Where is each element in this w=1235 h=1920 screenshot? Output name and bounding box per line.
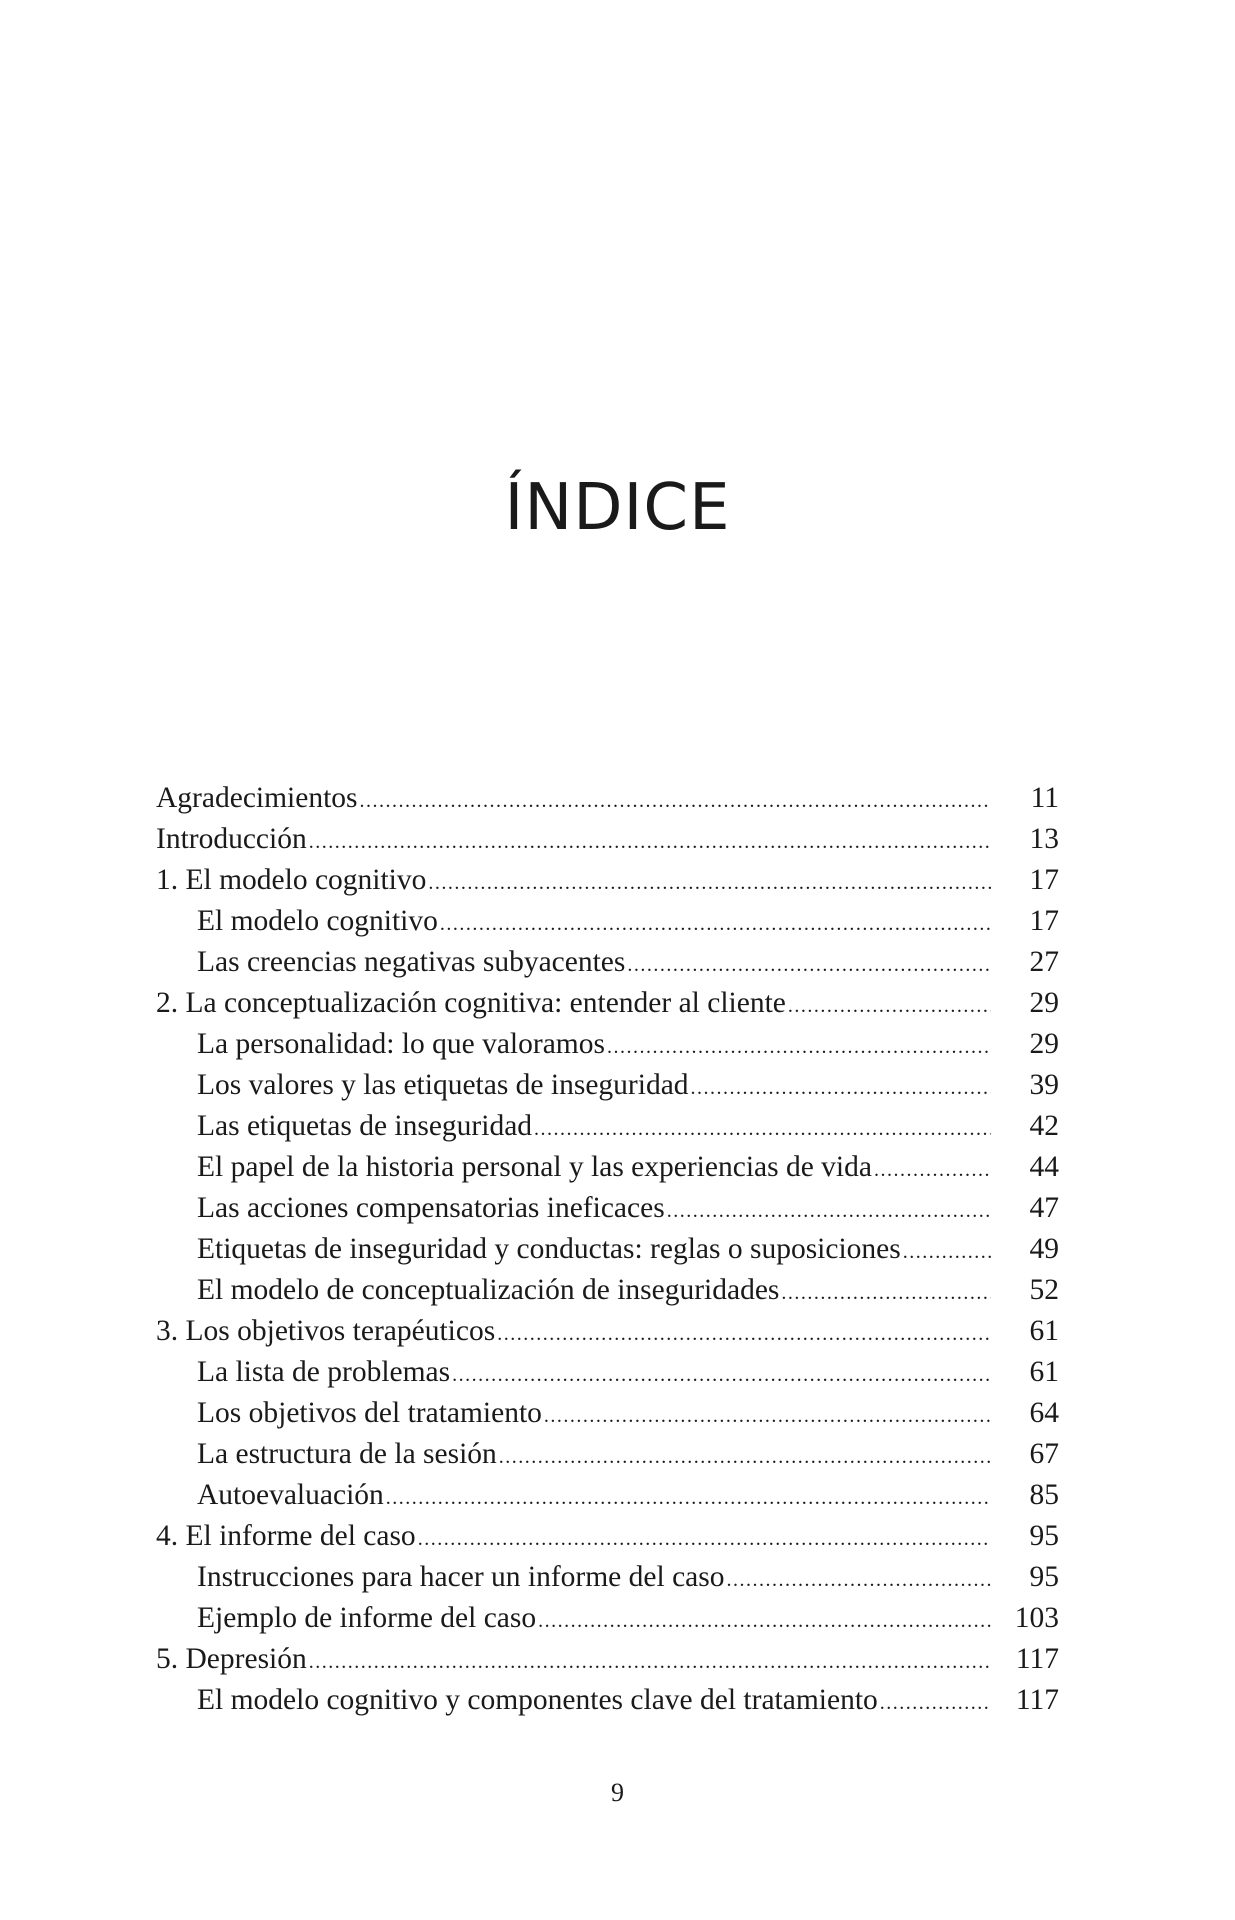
toc-entry-label: Las acciones compensatorias ineficaces [197, 1192, 665, 1224]
toc-dot-leader [428, 863, 991, 904]
toc-entry-label: Las creencias negativas subyacentes [197, 946, 626, 978]
toc-dot-leader [418, 1519, 991, 1560]
toc-entry-page: 95 [1029, 1561, 1059, 1593]
toc-entry-page: 42 [1029, 1110, 1059, 1142]
toc-dot-leader [497, 1314, 991, 1355]
toc-entry [156, 1188, 1059, 1229]
toc-dot-leader [386, 1478, 991, 1519]
toc-dot-leader [360, 781, 991, 822]
toc-dot-leader [309, 1642, 991, 1683]
toc-entry [156, 1311, 1059, 1352]
toc-entry-page: 61 [1029, 1356, 1059, 1388]
toc-entry-label: Etiquetas de inseguridad y conductas: reglas o suposiciones [197, 1233, 901, 1265]
toc-entry [156, 1680, 1059, 1721]
toc-entry-page: 11 [1030, 782, 1059, 814]
toc-entry-label: Agradecimientos [156, 782, 358, 814]
toc-entry [156, 1024, 1059, 1065]
toc-entry-page: 27 [1029, 946, 1059, 978]
toc-entry-page: 95 [1029, 1520, 1059, 1552]
toc-dot-leader [903, 1232, 991, 1273]
toc-entry-page: 29 [1029, 1028, 1059, 1060]
toc-entry [156, 1393, 1059, 1434]
toc-entry-label: Los valores y las etiquetas de inseguridad [197, 1069, 689, 1101]
toc-dot-leader [440, 904, 991, 945]
toc-entry [156, 1639, 1059, 1680]
toc-dot-leader [452, 1355, 991, 1396]
toc-entry [156, 778, 1059, 819]
toc-entry-label: Autoevaluación [197, 1479, 384, 1511]
toc-entry-page: 85 [1029, 1479, 1059, 1511]
toc-entry-label: El papel de la historia personal y las experiencias de vida [197, 1151, 872, 1183]
toc-entry [156, 1147, 1059, 1188]
table-of-contents [156, 778, 1059, 1721]
toc-entry-label: El modelo cognitivo [197, 905, 438, 937]
toc-entry-page: 44 [1029, 1151, 1059, 1183]
toc-entry-page: 117 [1015, 1684, 1059, 1716]
toc-entry [156, 901, 1059, 942]
toc-entry-label: El modelo de conceptualización de inseguridades [197, 1274, 780, 1306]
toc-entry-label: La estructura de la sesión [197, 1438, 497, 1470]
toc-entry-label: 5. Depresión [156, 1643, 307, 1675]
toc-dot-leader [309, 822, 991, 863]
toc-entry-page: 103 [1014, 1602, 1059, 1634]
toc-entry [156, 1352, 1059, 1393]
toc-entry-page: 17 [1029, 905, 1059, 937]
toc-dot-leader [544, 1396, 991, 1437]
toc-entry [156, 819, 1059, 860]
toc-dot-leader [727, 1560, 992, 1601]
toc-dot-leader [607, 1027, 991, 1068]
toc-entry-page: 17 [1029, 864, 1059, 896]
toc-dot-leader [874, 1150, 991, 1191]
toc-entry [156, 1598, 1059, 1639]
toc-entry-label: Los objetivos del tratamiento [197, 1397, 542, 1429]
toc-entry [156, 942, 1059, 983]
toc-entry-label: 3. Los objetivos terapéuticos [156, 1315, 496, 1347]
toc-entry-label: Las etiquetas de inseguridad [197, 1110, 533, 1142]
toc-entry-page: 67 [1029, 1438, 1059, 1470]
toc-dot-leader [788, 986, 991, 1027]
toc-entry-page: 29 [1029, 987, 1059, 1019]
toc-entry-label: 4. El informe del caso [156, 1520, 416, 1552]
toc-dot-leader [781, 1273, 991, 1314]
toc-entry-label: La lista de problemas [197, 1356, 451, 1388]
toc-entry-page: 117 [1015, 1643, 1059, 1675]
toc-dot-leader [538, 1601, 991, 1642]
toc-entry [156, 860, 1059, 901]
toc-entry [156, 1106, 1059, 1147]
toc-entry [156, 1229, 1059, 1270]
toc-entry-page: 39 [1029, 1069, 1059, 1101]
toc-entry-page: 49 [1029, 1233, 1059, 1265]
toc-entry-page: 13 [1029, 823, 1059, 855]
toc-entry [156, 1270, 1059, 1311]
toc-entry [156, 1475, 1059, 1516]
toc-dot-leader [627, 945, 991, 986]
toc-entry-page: 61 [1029, 1315, 1059, 1347]
toc-entry-label: Ejemplo de informe del caso [197, 1602, 537, 1634]
toc-entry [156, 1557, 1059, 1598]
toc-entry [156, 1065, 1059, 1106]
toc-dot-leader [534, 1109, 991, 1150]
toc-entry [156, 983, 1059, 1024]
toc-dot-leader [880, 1683, 991, 1724]
toc-entry [156, 1434, 1059, 1475]
toc-entry-label: El modelo cognitivo y componentes clave del tratamiento [197, 1684, 878, 1716]
toc-dot-leader [499, 1437, 991, 1478]
toc-entry-page: 52 [1029, 1274, 1059, 1306]
toc-dot-leader [667, 1191, 991, 1232]
toc-dot-leader [691, 1068, 991, 1109]
toc-entry-page: 64 [1029, 1397, 1059, 1429]
toc-entry-label: 2. La conceptualización cognitiva: entender al cliente [156, 987, 786, 1019]
page-title: ÍNDICE [504, 471, 731, 545]
toc-entry [156, 1516, 1059, 1557]
toc-entry-page: 47 [1029, 1192, 1059, 1224]
toc-entry-label: La personalidad: lo que valoramos [197, 1028, 605, 1060]
toc-entry-label: Introducción [156, 823, 307, 855]
toc-entry-label: 1. El modelo cognitivo [156, 864, 427, 896]
page-number: 9 [611, 1778, 624, 1807]
toc-entry-label: Instrucciones para hacer un informe del caso [197, 1561, 725, 1593]
